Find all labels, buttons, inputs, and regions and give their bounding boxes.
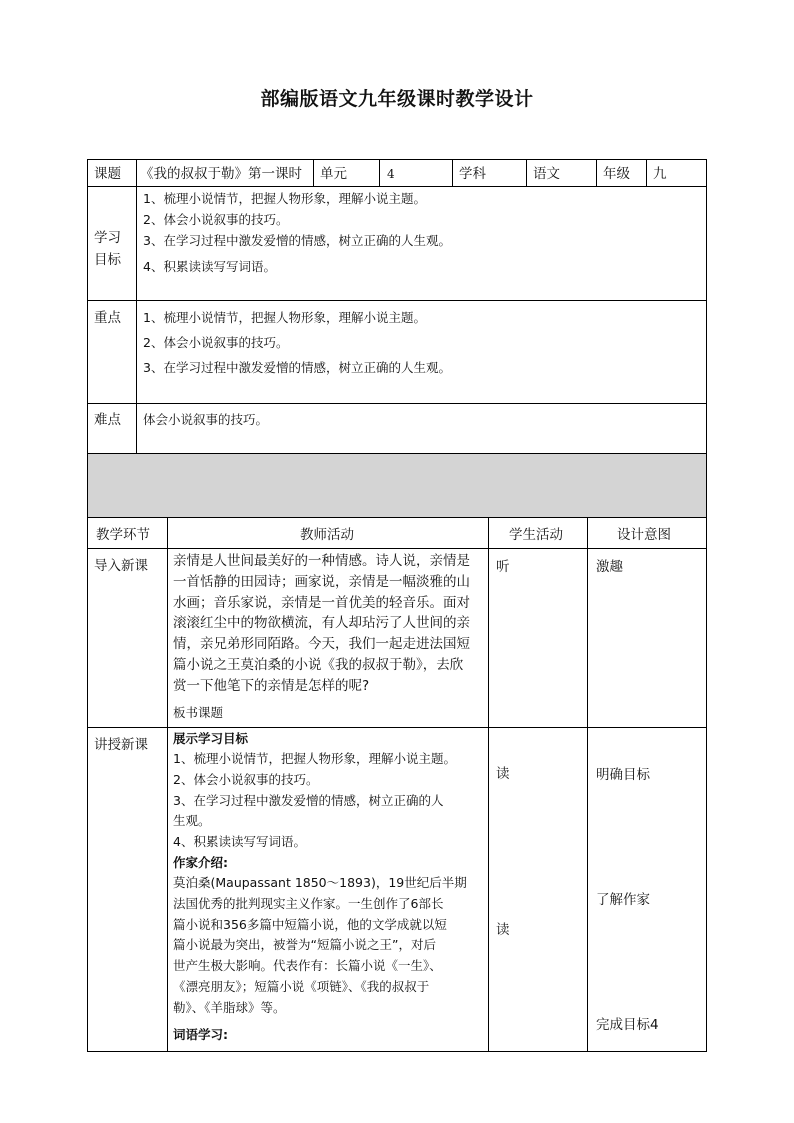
table-rule [87, 300, 707, 301]
table-col-rule [596, 159, 597, 187]
key-point-item: 3、在学习过程中激发爱憎的情感，树立正确的人生观。 [143, 360, 451, 375]
lecture-goal-lines [173, 749, 485, 853]
danyuan-label: 单元 [320, 166, 347, 182]
author-intro-text [173, 873, 485, 1019]
author-heading: 作家介绍: [173, 855, 228, 870]
keti-label: 课题 [94, 166, 121, 182]
text-line: 一首恬静的田园诗；画家说，亲情是一幅淡雅的山 [173, 573, 470, 590]
goal-item: 2、体会小说叙事的技巧。 [143, 212, 289, 227]
page-title: 部编版语文九年级课时教学设计 [260, 88, 534, 110]
text-line: 情，亲兄弟形同陌路。今天，我们一起走进法国短 [173, 636, 470, 653]
lecture-step: 讲授新课 [94, 737, 148, 753]
text-line: 勒》、《羊脂球》等。 [173, 999, 286, 1015]
goal-item: 1、梳理小说情节，把握人物形象，理解小说主题。 [143, 191, 426, 206]
lecture-student-2: 读 [496, 922, 510, 938]
text-line: 滚滚红尘中的物欲横流，有人却玷污了人世间的亲 [173, 615, 470, 632]
table-rule [87, 186, 707, 187]
difficulty-text: 体会小说叙事的技巧。 [143, 412, 269, 427]
table-col-rule [379, 159, 380, 187]
show-goals-heading: 展示学习目标 [173, 731, 249, 746]
text-line: 法国优秀的批判现实主义作家。一生创作了6部长 [173, 895, 444, 911]
table-col-rule [167, 517, 168, 1052]
intro-teacher-text [173, 551, 485, 697]
text-line: 水画；音乐家说，亲情是一首优美的轻音乐。面对 [173, 594, 470, 611]
text-line: 莫泊桑(Maupassant 1850～1893)，19世纪后半期 [173, 875, 467, 890]
intro-student: 听 [496, 559, 510, 575]
key-point-item: 1、梳理小说情节，把握人物形象，理解小说主题。 [143, 310, 426, 325]
key-points-label: 重点 [94, 310, 121, 326]
table-rule [87, 727, 707, 728]
col-header-student: 学生活动 [509, 527, 563, 543]
lecture-intent-2: 了解作家 [596, 892, 650, 908]
key-point-item: 2、体会小说叙事的技巧。 [143, 335, 289, 350]
nianji-value: 九 [653, 166, 667, 182]
table-col-rule [587, 517, 588, 1052]
text-line: 生观。 [173, 813, 211, 829]
table-rule [87, 517, 707, 518]
nianji-label: 年级 [603, 166, 630, 182]
col-header-teacher: 教师活动 [300, 527, 354, 543]
table-border-bottom [87, 1051, 707, 1052]
text-line: 亲情是人世间最美好的一种情感。诗人说，亲情是 [173, 553, 470, 569]
lecture-intent-1: 明确目标 [596, 767, 650, 783]
goal-item: 4、积累读读写写词语。 [143, 259, 276, 274]
col-header-step: 教学环节 [96, 527, 150, 543]
text-line: 3、在学习过程中激发爱憎的情感，树立正确的人 [173, 792, 444, 808]
table-col-rule [313, 159, 314, 187]
table-rule [87, 403, 707, 404]
table-border-right [706, 159, 707, 1052]
intro-step: 导入新课 [94, 558, 148, 574]
danyuan-value: 4 [387, 167, 395, 181]
table-col-rule [646, 159, 647, 187]
table-col-rule [526, 159, 527, 187]
table-border-left [87, 159, 88, 1052]
text-line: 赏一下他笔下的亲情是怎样的呢? [173, 677, 370, 694]
table-col-rule [488, 517, 489, 1052]
blank-shaded-row [88, 454, 706, 517]
goals-label: 学习 [94, 230, 121, 246]
text-line: 1、梳理小说情节，把握人物形象，理解小说主题。 [173, 751, 456, 766]
lecture-student-1: 读 [496, 766, 510, 782]
table-rule [87, 548, 707, 549]
goals-label: 目标 [94, 252, 121, 268]
text-line: 篇小说最为突出，被誉为“短篇小说之王”，对后 [173, 937, 436, 953]
text-line: 2、体会小说叙事的技巧。 [173, 771, 319, 787]
text-line: 《漂亮朋友》；短篇小说《项链》、《我的叔叔于 [173, 978, 430, 994]
text-line: 篇小说之王莫泊桑的小说《我的叔叔于勒》，去欣 [173, 656, 464, 673]
col-header-intent: 设计意图 [617, 527, 671, 543]
xueke-label: 学科 [459, 166, 486, 182]
difficulty-label: 难点 [94, 412, 121, 428]
xueke-value: 语文 [533, 166, 560, 182]
intro-intent: 激趣 [596, 559, 623, 575]
goal-item: 3、在学习过程中激发爱憎的情感，树立正确的人生观。 [143, 233, 451, 248]
lecture-intent-3: 完成目标4 [596, 1017, 659, 1033]
text-line: 世产生极大影响。代表作有：长篇小说《一生》、 [173, 958, 442, 974]
table-border-top [87, 159, 707, 160]
text-line: 篇小说和356多篇中短篇小说，他的文学成就以短 [173, 916, 447, 932]
keti-value: 《我的叔叔于勒》第一课时 [140, 166, 302, 182]
text-line: 4、积累读读写写词语。 [173, 834, 306, 850]
table-col-rule [452, 159, 453, 187]
vocab-heading: 词语学习: [173, 1027, 228, 1042]
intro-teacher-note: 板书课题 [173, 705, 224, 720]
table-col-rule [136, 159, 137, 454]
